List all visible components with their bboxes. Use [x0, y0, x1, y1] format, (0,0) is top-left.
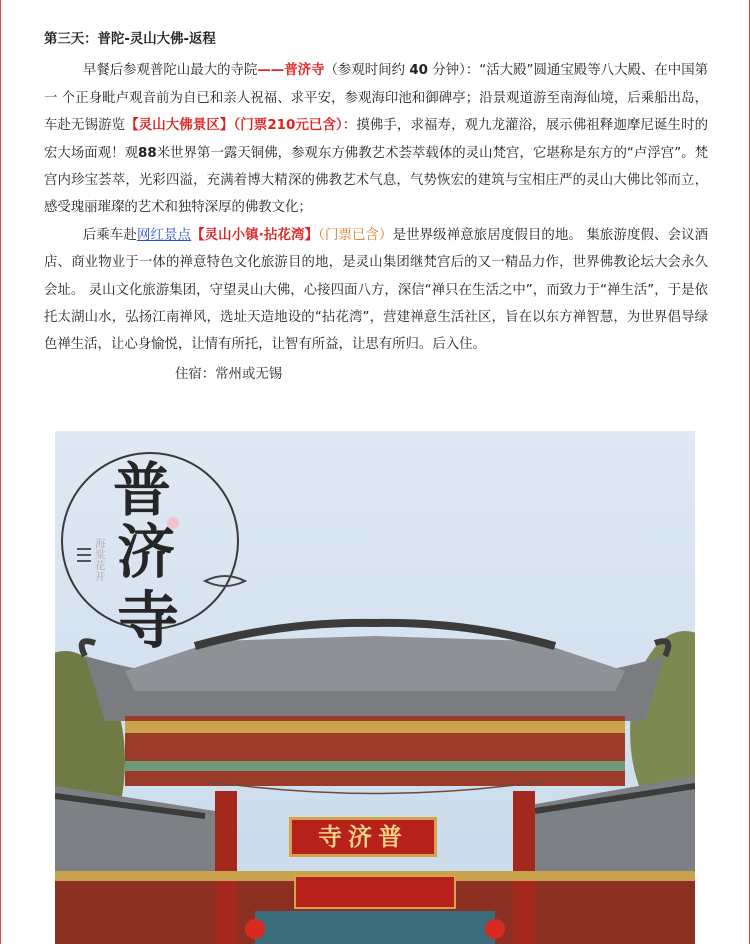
hot-spot-link[interactable]: 网红景点	[136, 227, 192, 243]
p1-text-5: 米世界第一露天铜佛，参观东方佛教艺术荟萃载体的灵山梵宫，它堪称是东方的“卢浮宫”。梵宫内珍宝荟萃，光彩四溢，充满着博大精深的佛教艺术气息，气势恢宏的建筑与宝相庄严的灵山大佛比邻而立，感受瑰丽璀璨的艺术和独特深厚的佛教文化；	[44, 145, 709, 216]
itinerary-text	[44, 26, 708, 388]
logo-char-1: 普	[113, 456, 174, 524]
town-name: 【灵山小镇·拈花湾】	[191, 227, 319, 243]
logo-char-2: 济	[117, 518, 178, 586]
ticket-included: （门票已含）	[318, 227, 393, 243]
dash: ——	[257, 63, 285, 79]
accommodation: 住宿：常州或无锡	[175, 366, 283, 382]
p1-text-1: 早餐后参观普陀山最大的寺院	[82, 63, 258, 79]
paragraph-putuo	[44, 57, 708, 221]
scenic-area: 【灵山大佛景区】（门票210元已含）	[125, 118, 343, 134]
buddha-height: 88	[138, 145, 157, 161]
visit-minutes: 40	[409, 63, 428, 79]
logo-char-3: 寺	[117, 584, 182, 657]
temple-plaque: 寺济普	[289, 817, 437, 857]
p2-text-2: 是世界级禅意旅居度假目的地。 集旅游度假、会议酒店、商业物业于一体的禅意特色文化旅游目的地，是灵山集团继梵宫后的又一精品力作，世界佛教论坛大会永久会址。 灵山文化旅游集团，守望灵山大佛，心接四面八方，深信“禅只在生活之中”，而致力于“禅生活”，于是依托太湖山水，弘扬江南禅风，选址天造地设的“拈花湾”，营建禅意生活社区，旨在以东方禅智慧，为世界倡导绿色禅生活，让心身愉悦，让情有所托，让智有所益，让思有所归。后入住。	[44, 227, 709, 353]
p2-text-1: 后乘车赴	[82, 227, 137, 243]
temple-name: 普济寺	[284, 63, 325, 79]
p1-text-2: （参观时间约	[324, 63, 410, 79]
temple-photo	[55, 431, 695, 944]
p1-text-4: ：摸佛手，求福寿，观九龙灌浴，展示佛祖释迦摩尼诞生时的宏大场面观！观	[44, 118, 708, 161]
day-title: 第三天：普陀-灵山大佛-返程	[44, 32, 216, 47]
p1-text-3: 分钟）：“活大殿”圆通宝殿等八大殿、在中国第一 个正身毗卢观音前为自已和亲人祝福、求平安，参观海印池和御碑亭；沿景观道游至南海仙境，后乘船出岛，车赴无锡游览	[44, 63, 709, 134]
seal-text: 海棠花开	[95, 538, 106, 583]
paragraph-nianhuawan	[44, 222, 708, 359]
